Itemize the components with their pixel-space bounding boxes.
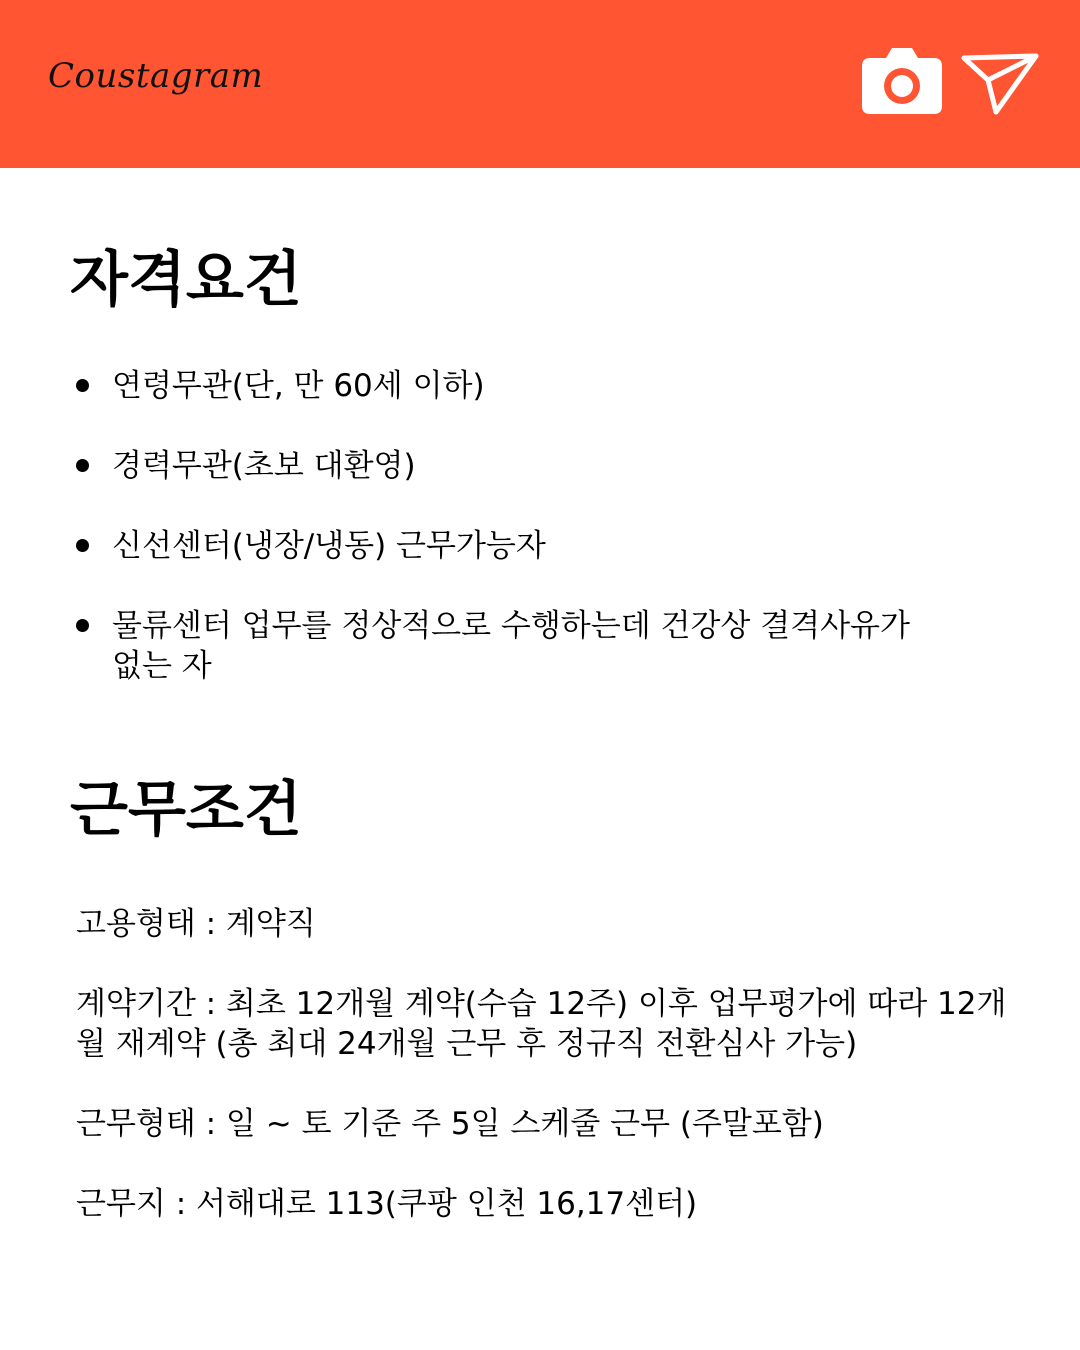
contract-period: 계약기간 : 최초 12개월 계약(수습 12주) 이후 업무평가에 따라 12개월 재계약 (총 최대 24개월 근무 후 정규직 전환심사 가능) — [76, 986, 1007, 1062]
qualifications-list — [70, 366, 970, 726]
bullet-icon — [76, 379, 89, 392]
send-icon[interactable] — [960, 50, 1040, 116]
app-logo[interactable]: Coustagram — [48, 56, 264, 96]
list-item: 연령무관(단, 만 60세 이하) — [70, 366, 970, 406]
list-item: 경력무관(초보 대환영) — [70, 446, 970, 486]
list-item: 물류센터 업무를 정상적으로 수행하는데 건강상 결격사유가 없는 자 — [70, 606, 970, 686]
work-location: 근무지 : 서해대로 113(쿠팡 인천 16,17센터) — [76, 1186, 698, 1222]
camera-icon[interactable] — [862, 44, 942, 114]
conditions-title: 근무조건 — [70, 775, 302, 845]
employment-type: 고용형태 : 계약직 — [76, 906, 316, 942]
bullet-icon — [76, 619, 89, 632]
work-schedule: 근무형태 : 일 ~ 토 기준 주 5일 스케줄 근무 (주말포함) — [76, 1106, 824, 1142]
app-header — [0, 0, 1080, 168]
bullet-icon — [76, 459, 89, 472]
list-item: 신선센터(냉장/냉동) 근무가능자 — [70, 526, 970, 566]
qualifications-title: 자격요건 — [70, 245, 302, 315]
bullet-icon — [76, 539, 89, 552]
conditions-list — [76, 904, 1016, 1264]
